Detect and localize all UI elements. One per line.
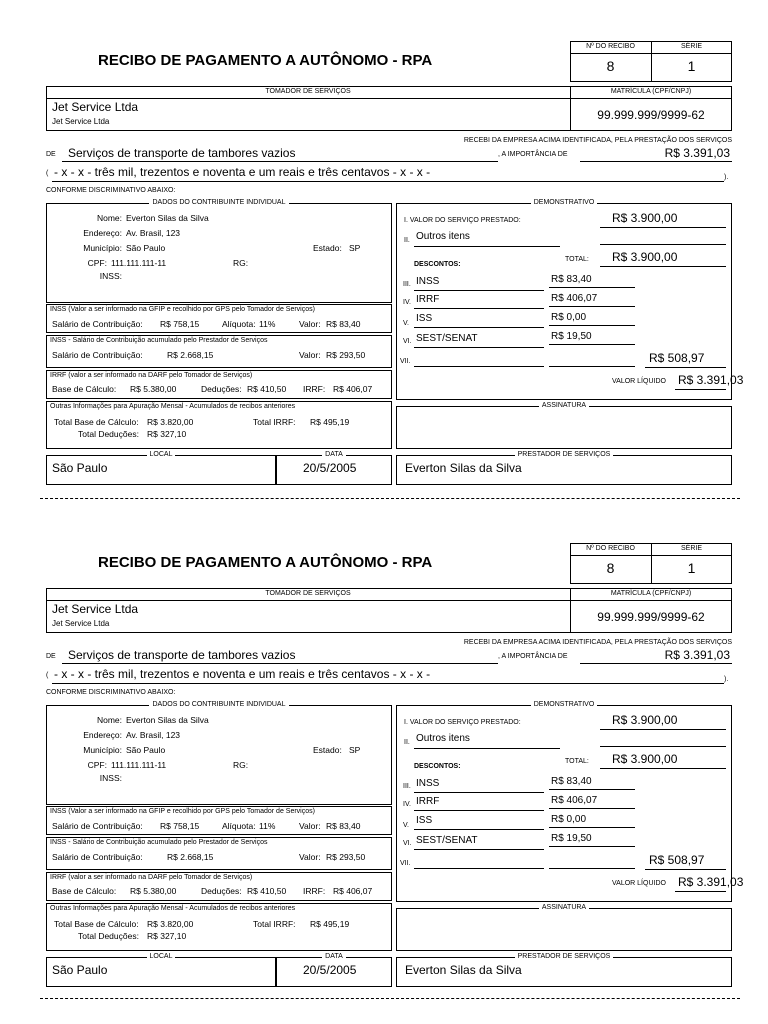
sal-contrib-label: Salário de Contribuição: <box>52 821 143 831</box>
desc-irrf-label: IRRF <box>416 294 440 305</box>
cpf-value: 111.111.111-11 <box>111 258 167 268</box>
cut-line <box>40 998 740 999</box>
paren-close: ). <box>724 676 729 683</box>
data-label: DATA <box>276 953 392 960</box>
receipt-original <box>0 0 768 500</box>
cut-line <box>40 498 740 499</box>
iv-num: IV. <box>403 299 411 306</box>
rg-label: RG: <box>233 760 249 770</box>
local-label: LOCAL <box>46 451 276 458</box>
tomador-subname: Jet Service Ltda <box>52 619 110 628</box>
desc-sest-value: R$ 19,50 <box>551 331 592 342</box>
municipio-value: São Paulo <box>126 745 166 755</box>
deducoes-value: R$ 410,50 <box>247 886 287 896</box>
inss-label: INSS: <box>99 271 122 281</box>
recebi-text: RECEBI DA EMPRESA ACIMA IDENTIFICADA, PELA PRESTAÇÃO DOS SERVIÇOS <box>463 639 732 646</box>
endereco-label: Endereço: <box>83 228 122 238</box>
de-label: DE <box>46 151 56 158</box>
inss-gfip-title: INSS (Valor a ser informado na GFIP e recolhido por GPS pelo Tomador de Serviços) <box>50 306 315 313</box>
valor-extenso: - x - x - três mil, trezentos e noventa e um reais e três centavos - x - x - <box>54 667 431 681</box>
recibo-number-value: 8 <box>606 560 615 576</box>
iii-num: III. <box>403 783 411 790</box>
valor-servico-value: R$ 3.900,00 <box>612 211 678 225</box>
base-calculo-label: Base de Cálculo: <box>52 886 117 896</box>
outras-info-title: Outras Informações para Apuração Mensal - Acumulados de recibos anteriores <box>50 905 296 912</box>
valor2-label: Valor: <box>299 852 321 862</box>
prestador-label: PRESTADOR DE SERVIÇOS <box>396 953 732 960</box>
paren-open: ( <box>46 672 49 679</box>
local-label: LOCAL <box>46 953 276 960</box>
assinatura-box <box>396 406 732 449</box>
nome-value: Everton Silas da Silva <box>126 213 209 223</box>
serie-label: SÉRIE <box>680 545 702 552</box>
sal-contrib2-value: R$ 2.668,15 <box>167 350 214 360</box>
iii-num: III. <box>403 281 411 288</box>
total-ded-label: Total Deduções: <box>78 931 139 941</box>
valor2-value: R$ 293,50 <box>326 350 366 360</box>
prestador-value: Everton Silas da Silva <box>405 963 522 977</box>
total-ded-value: R$ 327,10 <box>147 931 187 941</box>
irrf-value: R$ 406,07 <box>333 384 373 394</box>
total-irrf-label: Total IRRF: <box>253 919 296 929</box>
data-value: 20/5/2005 <box>303 461 357 475</box>
dados-contribuinte-label: DADOS DO CONTRIBUINTE INDIVIDUAL <box>46 701 392 708</box>
estado-label: Estado: <box>313 243 342 253</box>
total-ded-label: Total Deduções: <box>78 429 139 439</box>
tomador-name: Jet Service Ltda <box>52 100 139 114</box>
valor2-label: Valor: <box>299 350 321 360</box>
valor-value: R$ 83,40 <box>326 319 361 329</box>
desc-iss-label: ISS <box>416 313 433 324</box>
ii-num: II. <box>404 739 410 746</box>
liquido-value: R$ 3.391,03 <box>678 373 744 387</box>
total-irrf-label: Total IRRF: <box>253 417 296 427</box>
importancia-value: R$ 3.391,03 <box>664 648 730 662</box>
aliquota-value: 11% <box>259 821 276 831</box>
sal-contrib-value: R$ 758,15 <box>160 821 200 831</box>
total-descontos-value: R$ 508,97 <box>649 853 705 867</box>
aliquota-label: Alíquota: <box>222 319 256 329</box>
ii-num: II. <box>404 237 410 244</box>
local-value: São Paulo <box>52 963 108 977</box>
tomador-name: Jet Service Ltda <box>52 602 139 616</box>
irrf-value: R$ 406,07 <box>333 886 373 896</box>
prestador-value: Everton Silas da Silva <box>405 461 522 475</box>
desc-sest-label: SEST/SENAT <box>416 835 478 846</box>
nome-value: Everton Silas da Silva <box>126 715 209 725</box>
desc-irrf-value: R$ 406,07 <box>551 795 598 806</box>
municipio-label: Município: <box>83 243 122 253</box>
valor-label: Valor: <box>299 319 321 329</box>
servico-description: Serviços de transporte de tambores vazios <box>68 648 296 662</box>
sal-contrib2-label: Salário de Contribuição: <box>52 852 143 862</box>
desc-iss-value: R$ 0,00 <box>551 312 587 323</box>
desc-iss-value: R$ 0,00 <box>551 814 587 825</box>
valor-label: Valor: <box>299 821 321 831</box>
serie-value: 1 <box>687 58 696 74</box>
serie-value: 1 <box>687 560 696 576</box>
tomador-label: TOMADOR DE SERVIÇOS <box>265 590 351 597</box>
irrf-label: IRRF: <box>303 384 326 394</box>
descontos-label: DESCONTOS: <box>414 763 461 770</box>
valor-servico-value: R$ 3.900,00 <box>612 713 678 727</box>
total-irrf-value: R$ 495,19 <box>310 919 350 929</box>
valor-servico-label: I. VALOR DO SERVIÇO PRESTADO: <box>404 719 521 726</box>
sal-contrib-value: R$ 758,15 <box>160 319 200 329</box>
serie-label: SÉRIE <box>680 43 702 50</box>
demonstrativo-label: DEMONSTRATIVO <box>396 199 732 206</box>
receipt-copy <box>0 502 768 1002</box>
conforme-label: CONFORME DISCRIMINATIVO ABAIXO: <box>46 187 176 194</box>
deducoes-value: R$ 410,50 <box>247 384 287 394</box>
desc-inss-label: INSS <box>416 778 440 789</box>
desc-iss-label: ISS <box>416 815 433 826</box>
total-irrf-value: R$ 495,19 <box>310 417 350 427</box>
endereco-value: Av. Brasil, 123 <box>126 228 181 238</box>
total-base-value: R$ 3.820,00 <box>147 417 194 427</box>
data-label: DATA <box>276 451 392 458</box>
estado-label: Estado: <box>313 745 342 755</box>
conforme-label: CONFORME DISCRIMINATIVO ABAIXO: <box>46 689 176 696</box>
irrf-title: IRRF (valor a ser informado na DARF pelo Tomador de Serviços) <box>50 372 253 379</box>
vii-num: VII. <box>400 860 411 867</box>
aliquota-value: 11% <box>259 319 276 329</box>
nome-label: Nome: <box>96 213 122 223</box>
total-ded-value: R$ 327,10 <box>147 429 187 439</box>
inss-gfip-title: INSS (Valor a ser informado na GFIP e recolhido por GPS pelo Tomador de Serviços) <box>50 808 315 815</box>
deducoes-label: Deduções: <box>201 886 242 896</box>
tomador-label: TOMADOR DE SERVIÇOS <box>265 88 351 95</box>
matricula-label: MATRÍCULA (CPF/CNPJ) <box>610 590 692 597</box>
total-descontos-value: R$ 508,97 <box>649 351 705 365</box>
desc-inss-label: INSS <box>416 276 440 287</box>
sal-contrib2-label: Salário de Contribuição: <box>52 350 143 360</box>
inss-acumulado-title: INSS - Salário de Contribuição acumulado pelo Prestador de Serviços <box>50 337 268 344</box>
estado-value: SP <box>349 745 361 755</box>
paren-open: ( <box>46 170 49 177</box>
cpf-label: CPF: <box>87 258 107 268</box>
desc-irrf-label: IRRF <box>416 796 440 807</box>
local-value: São Paulo <box>52 461 108 475</box>
vii-num: VII. <box>400 358 411 365</box>
importancia-label: , A IMPORTÂNCIA DE <box>498 653 568 660</box>
endereco-value: Av. Brasil, 123 <box>126 730 181 740</box>
recebi-text: RECEBI DA EMPRESA ACIMA IDENTIFICADA, PELA PRESTAÇÃO DOS SERVIÇOS <box>463 137 732 144</box>
sal-contrib2-value: R$ 2.668,15 <box>167 852 214 862</box>
importancia-value: R$ 3.391,03 <box>664 146 730 160</box>
desc-inss-value: R$ 83,40 <box>551 776 592 787</box>
vi-num: VI. <box>403 338 412 345</box>
base-calculo-value: R$ 5.380,00 <box>130 384 177 394</box>
total-label: TOTAL: <box>565 256 589 263</box>
valor2-value: R$ 293,50 <box>326 852 366 862</box>
endereco-label: Endereço: <box>83 730 122 740</box>
recibo-number-value: 8 <box>606 58 615 74</box>
inss-label: INSS: <box>99 773 122 783</box>
irrf-title: IRRF (valor a ser informado na DARF pelo Tomador de Serviços) <box>50 874 253 881</box>
desc-sest-label: SEST/SENAT <box>416 333 478 344</box>
outras-info-title: Outras Informações para Apuração Mensal - Acumulados de recibos anteriores <box>50 403 296 410</box>
importancia-label: , A IMPORTÂNCIA DE <box>498 151 568 158</box>
inss-acumulado-title: INSS - Salário de Contribuição acumulado pelo Prestador de Serviços <box>50 839 268 846</box>
recibo-number-label: Nº DO RECIBO <box>586 545 635 552</box>
estado-value: SP <box>349 243 361 253</box>
de-label: DE <box>46 653 56 660</box>
valor-value: R$ 83,40 <box>326 821 361 831</box>
aliquota-label: Alíquota: <box>222 821 256 831</box>
total-value: R$ 3.900,00 <box>612 752 678 766</box>
valor-extenso: - x - x - três mil, trezentos e noventa e um reais e três centavos - x - x - <box>54 165 431 179</box>
deducoes-label: Deduções: <box>201 384 242 394</box>
sal-contrib-label: Salário de Contribuição: <box>52 319 143 329</box>
municipio-label: Município: <box>83 745 122 755</box>
nome-label: Nome: <box>96 715 122 725</box>
receipt-title: RECIBO DE PAGAMENTO A AUTÔNOMO - RPA <box>98 554 433 571</box>
irrf-label: IRRF: <box>303 886 326 896</box>
total-base-label: Total Base de Cálculo: <box>54 417 139 427</box>
demonstrativo-label: DEMONSTRATIVO <box>396 701 732 708</box>
assinatura-label: ASSINATURA <box>396 402 732 409</box>
vi-num: VI. <box>403 840 412 847</box>
valor-servico-label: I. VALOR DO SERVIÇO PRESTADO: <box>404 217 521 224</box>
assinatura-box <box>396 908 732 951</box>
rg-label: RG: <box>233 258 249 268</box>
receipt-title: RECIBO DE PAGAMENTO A AUTÔNOMO - RPA <box>98 52 433 69</box>
municipio-value: São Paulo <box>126 243 166 253</box>
v-num: V. <box>403 320 409 327</box>
recibo-number-label: Nº DO RECIBO <box>586 43 635 50</box>
outros-itens: Outros itens <box>416 231 470 242</box>
data-value: 20/5/2005 <box>303 963 357 977</box>
tomador-subname: Jet Service Ltda <box>52 117 110 126</box>
total-label: TOTAL: <box>565 758 589 765</box>
matricula-value: 99.999.999/9999-62 <box>597 610 705 624</box>
desc-irrf-value: R$ 406,07 <box>551 293 598 304</box>
outros-itens: Outros itens <box>416 733 470 744</box>
prestador-label: PRESTADOR DE SERVIÇOS <box>396 451 732 458</box>
matricula-label: MATRÍCULA (CPF/CNPJ) <box>610 88 692 95</box>
iv-num: IV. <box>403 801 411 808</box>
total-base-label: Total Base de Cálculo: <box>54 919 139 929</box>
total-base-value: R$ 3.820,00 <box>147 919 194 929</box>
assinatura-label: ASSINATURA <box>396 904 732 911</box>
cpf-label: CPF: <box>87 760 107 770</box>
base-calculo-label: Base de Cálculo: <box>52 384 117 394</box>
liquido-label: VALOR LÍQUIDO <box>612 880 666 887</box>
base-calculo-value: R$ 5.380,00 <box>130 886 177 896</box>
cpf-value: 111.111.111-11 <box>111 760 167 770</box>
matricula-value: 99.999.999/9999-62 <box>597 108 705 122</box>
desc-sest-value: R$ 19,50 <box>551 833 592 844</box>
descontos-label: DESCONTOS: <box>414 261 461 268</box>
liquido-label: VALOR LÍQUIDO <box>612 378 666 385</box>
desc-inss-value: R$ 83,40 <box>551 274 592 285</box>
total-value: R$ 3.900,00 <box>612 250 678 264</box>
dados-contribuinte-label: DADOS DO CONTRIBUINTE INDIVIDUAL <box>46 199 392 206</box>
v-num: V. <box>403 822 409 829</box>
liquido-value: R$ 3.391,03 <box>678 875 744 889</box>
servico-description: Serviços de transporte de tambores vazios <box>68 146 296 160</box>
paren-close: ). <box>724 174 729 181</box>
